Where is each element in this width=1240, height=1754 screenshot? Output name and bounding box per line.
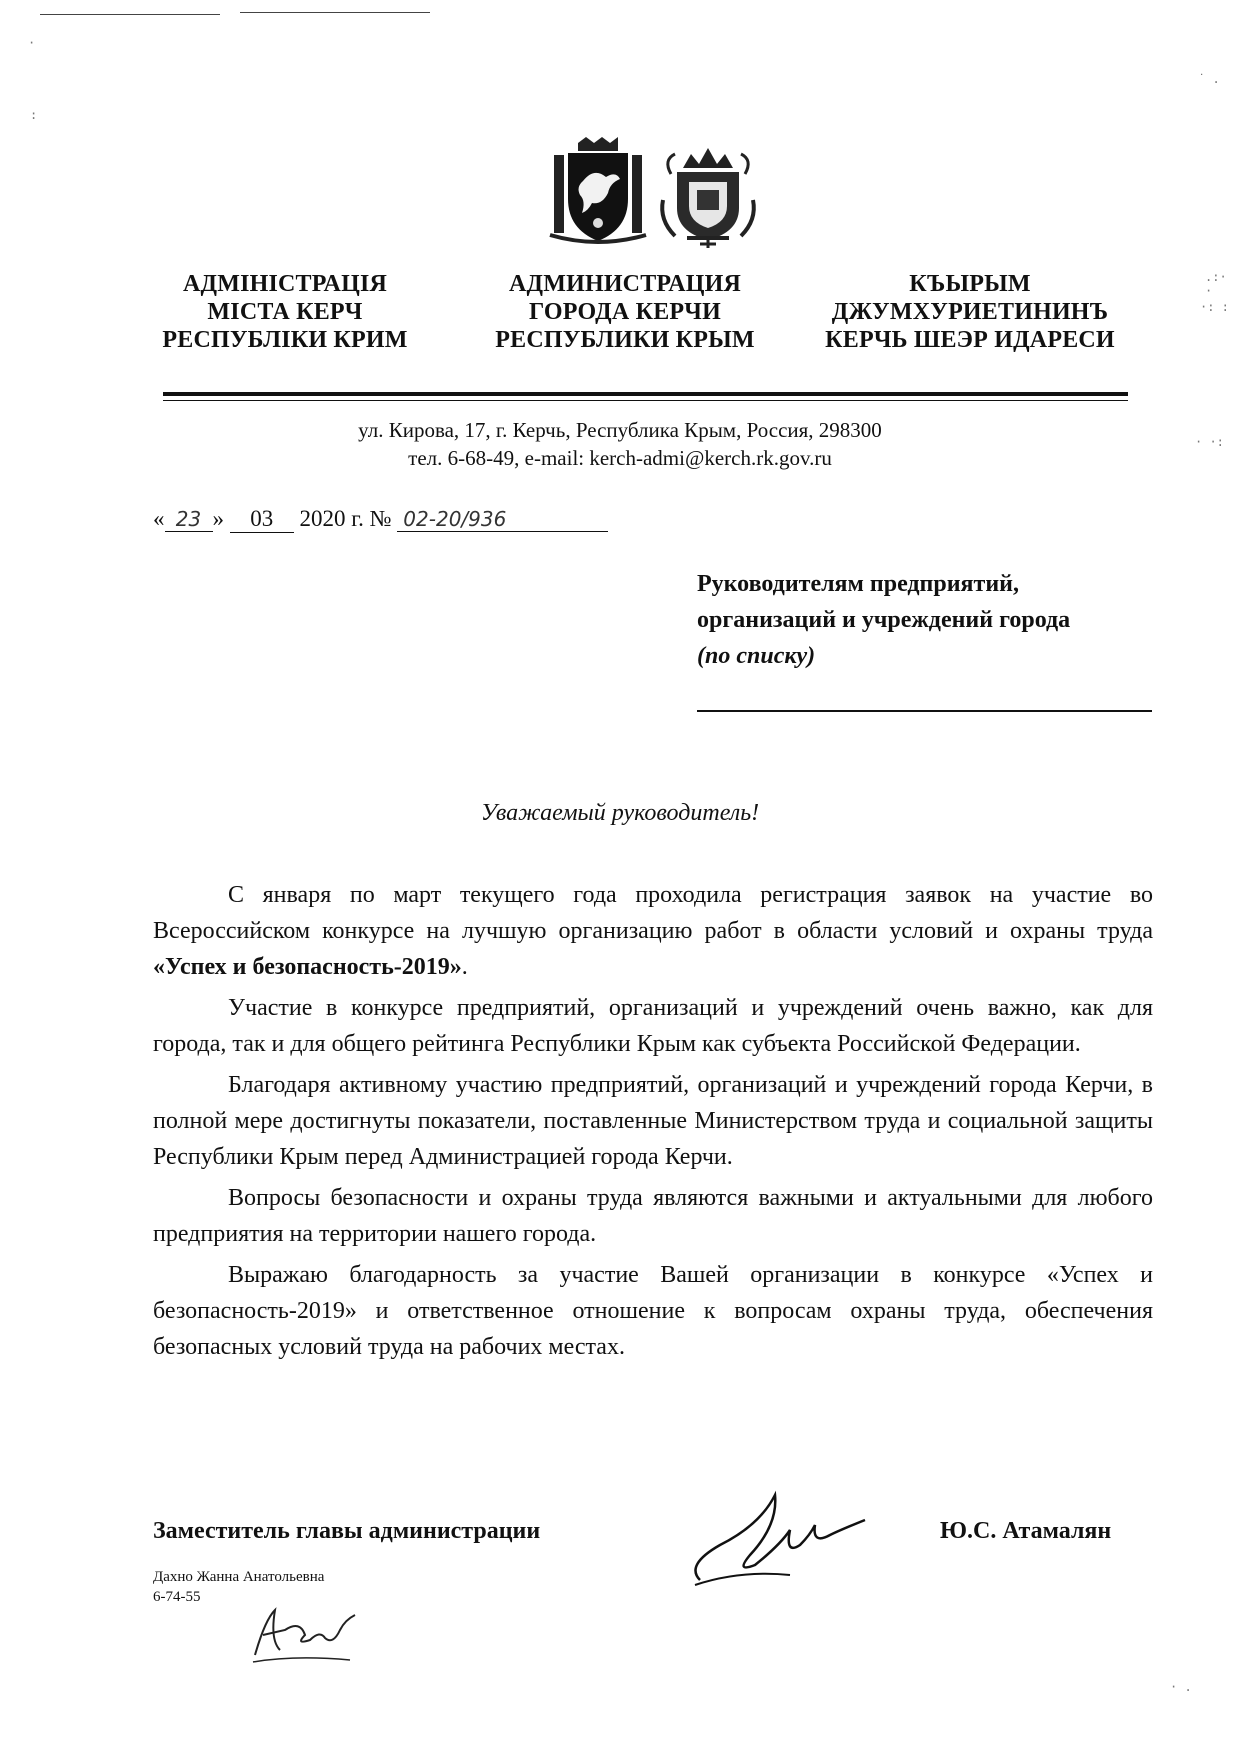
- scan-speck: ˙ .: [1198, 72, 1220, 86]
- crimea-emblem-icon: [548, 137, 648, 247]
- header-line: ДЖУМХУРИЕТИНИНЪ: [831, 299, 1109, 325]
- body-text: С января по март текущего года проходила регистрация заявок на участие во Всероссийском конкурсе на лучшую организацию работ в области условий и охраны труда: [153, 882, 1153, 944]
- header-line: РЕСПУБЛІКИ КРИМ: [162, 327, 408, 353]
- header-line: КЪЫРЫМ: [909, 271, 1031, 297]
- header-russian: [490, 270, 760, 354]
- signer-title: Заместитель главы администрации: [153, 1518, 541, 1544]
- addressee-note: (по списку): [697, 643, 816, 669]
- scan-speck: :: [30, 108, 38, 122]
- executor-phone: 6-74-55: [153, 1589, 201, 1605]
- kerch-emblem-icon: [653, 140, 763, 250]
- quote-mark: «: [153, 506, 165, 531]
- header-line: АДМІНІСТРАЦІЯ: [182, 271, 388, 297]
- header-line: РЕСПУБЛИКИ КРЫМ: [495, 327, 755, 353]
- header-rule-thin: [163, 400, 1128, 401]
- quote-mark: »: [212, 506, 224, 531]
- handwritten-initials: [245, 1600, 365, 1670]
- scan-speck: .:· ·: [1205, 270, 1227, 298]
- contest-name: «Успех и безопасность-2019»: [153, 954, 462, 980]
- addressee-rule: [697, 710, 1152, 712]
- scan-speck: · .: [1170, 1680, 1192, 1694]
- scan-speck: ·: :: [1200, 300, 1229, 314]
- header-crimean-tatar: [820, 270, 1120, 354]
- registration-number: 02-20/936: [397, 507, 608, 532]
- body-paragraph: Вопросы безопасности и охраны труда являются важными и актуальными для любого предприятия на территории нашего города.: [153, 1185, 1153, 1247]
- header-line: ГОРОДА КЕРЧИ: [529, 299, 721, 325]
- header-line: КЕРЧЬ ШЕЭР ИДАРЕСИ: [825, 327, 1115, 353]
- addressee-block: [697, 566, 1177, 674]
- addressee-line: организаций и учреждений города: [697, 607, 1071, 633]
- registration-day: 23: [165, 507, 213, 532]
- address-line: ул. Кирова, 17, г. Керчь, Республика Крым, Россия, 298300: [358, 418, 882, 442]
- scan-artifact-line: [240, 12, 430, 13]
- greeting: Уважаемый руководитель!: [480, 800, 760, 826]
- handwritten-signature: [680, 1485, 870, 1595]
- scan-artifact-line: [40, 14, 220, 15]
- body-text: .: [461, 954, 468, 980]
- body-paragraph: [153, 877, 1153, 985]
- letterhead: [150, 270, 1120, 360]
- header-rule-thick: [163, 392, 1128, 396]
- letter-body: [153, 877, 1153, 1370]
- body-paragraph: Благодаря активному участию предприятий, организаций и учреждений города Керчи, в полной мере достигнуты показатели, поставленные Министерством труда и социальной защиты Республики Крым перед Администрацией города Керчи.: [153, 1072, 1153, 1170]
- body-paragraph: Участие в конкурсе предприятий, организаций и учреждений очень важно, как для города, так и для общего рейтинга Республики Крым как субъекта Российской Федерации.: [153, 995, 1153, 1057]
- scan-speck: · ·:: [1195, 435, 1224, 449]
- addressee-line: Руководителям предприятий,: [697, 571, 1019, 597]
- body-paragraph: Выражаю благодарность за участие Вашей организации в конкурсе «Успех и безопасность-2019» и ответственное отношение к вопросам охраны труда, обеспечения безопасных условий труда на рабочих местах.: [153, 1262, 1153, 1360]
- registration-month: 03: [230, 506, 294, 533]
- signer-name: Ю.С. Атамалян: [940, 1518, 1112, 1544]
- registration-year: 2020 г. №: [299, 506, 392, 531]
- executor-name: Дахно Жанна Анатольевна: [153, 1569, 325, 1585]
- registration-line: [153, 506, 608, 533]
- header-line: АДМИНИСТРАЦИЯ: [508, 271, 742, 297]
- header-ukrainian: [150, 270, 420, 354]
- contact-line: тел. 6-68-49, e-mail: kerch-admi@kerch.rk.gov.ru: [408, 446, 832, 470]
- header-line: МІСТА КЕРЧ: [207, 299, 363, 325]
- scan-speck: ·: [28, 36, 36, 50]
